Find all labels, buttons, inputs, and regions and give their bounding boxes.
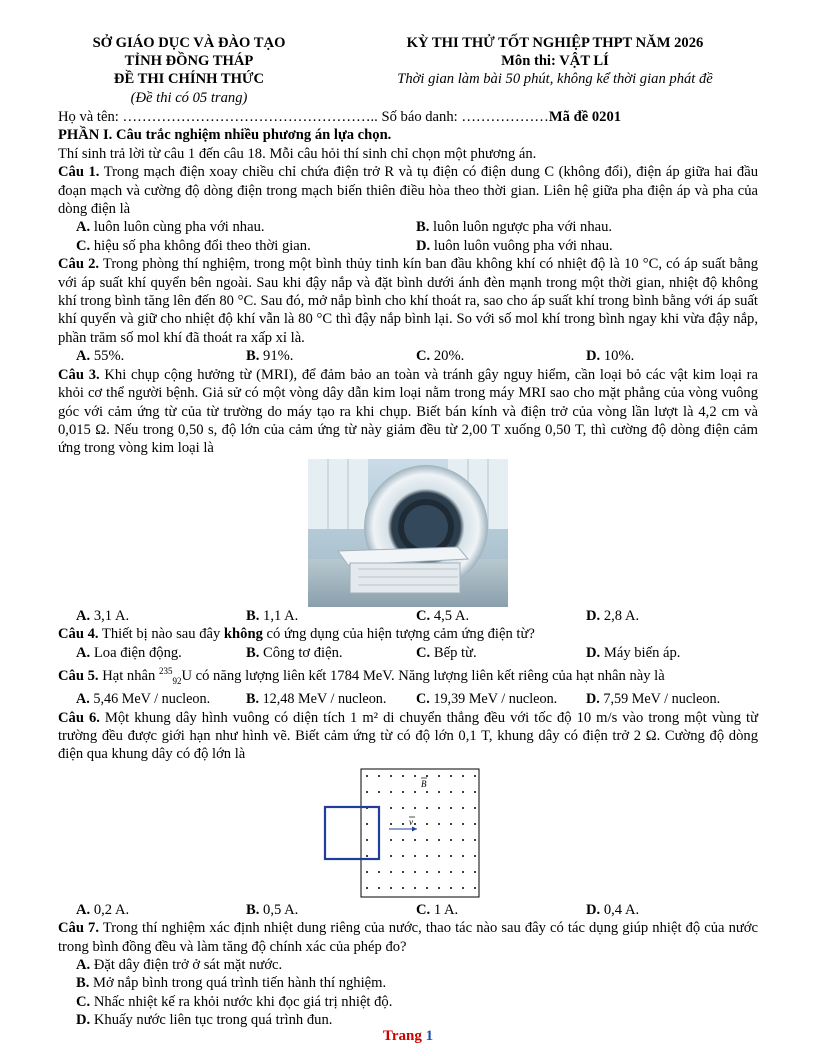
atomic-number: 92 bbox=[172, 675, 182, 686]
question-3 bbox=[58, 366, 758, 458]
field-dot bbox=[474, 855, 476, 857]
field-label: B bbox=[421, 778, 427, 789]
header-subject: Môn thi: VẬT LÍ bbox=[501, 53, 609, 69]
q5-option-d: D. 7,59 MeV / nucleon. bbox=[586, 691, 721, 708]
field-dot bbox=[366, 855, 368, 857]
field-dot bbox=[390, 807, 392, 809]
field-dot bbox=[450, 775, 452, 777]
q6-option-c: C. 1 A. bbox=[416, 901, 459, 918]
field-dot bbox=[450, 839, 452, 841]
question-4 bbox=[58, 625, 758, 643]
field-dot bbox=[414, 791, 416, 793]
field-dot bbox=[438, 855, 440, 857]
field-dot bbox=[402, 887, 404, 889]
q5-option-b: B. 12,48 MeV / nucleon. bbox=[246, 691, 387, 708]
field-dot bbox=[378, 871, 380, 873]
field-dot bbox=[462, 871, 464, 873]
q5-options bbox=[58, 690, 758, 708]
wire-frame bbox=[325, 807, 379, 859]
field-dot bbox=[474, 871, 476, 873]
field-dot bbox=[414, 839, 416, 841]
mass-number: 235 bbox=[158, 665, 173, 676]
page-footer bbox=[0, 1028, 816, 1045]
field-dot bbox=[414, 855, 416, 857]
question-text: có ứng dụng của hiện tượng cảm ứng điện từ? bbox=[262, 626, 535, 643]
field-dot bbox=[378, 791, 380, 793]
question-5 bbox=[58, 662, 758, 690]
field-dot bbox=[438, 791, 440, 793]
question-label: Câu 2. bbox=[58, 256, 100, 273]
field-dot bbox=[414, 807, 416, 809]
field-dot bbox=[426, 791, 428, 793]
field-dot bbox=[390, 775, 392, 777]
q7-option-a: A. Đặt dây điện trở ở sát mặt nước. bbox=[76, 956, 283, 973]
candidate-line bbox=[58, 108, 758, 126]
magnetic-field-figure bbox=[58, 767, 758, 901]
field-dot bbox=[390, 791, 392, 793]
field-dot bbox=[402, 871, 404, 873]
part1-title: PHẦN I. Câu trắc nghiệm nhiều phương án lựa chọn. bbox=[58, 127, 392, 144]
velocity-label: v bbox=[409, 816, 413, 827]
field-dot bbox=[438, 807, 440, 809]
field-dot bbox=[390, 887, 392, 889]
header-page-count: (Đề thi có 05 trang) bbox=[130, 90, 248, 106]
q4-option-a: A. Loa điện động. bbox=[76, 644, 182, 661]
field-dot bbox=[474, 791, 476, 793]
question-2 bbox=[58, 255, 758, 347]
q5-option-a: A. 5,46 MeV / nucleon. bbox=[76, 691, 211, 708]
q3-option-b: B. 1,1 A. bbox=[246, 607, 299, 624]
field-dot bbox=[426, 855, 428, 857]
question-label: Câu 4. bbox=[58, 626, 99, 643]
field-dot bbox=[414, 775, 416, 777]
q3-options bbox=[58, 607, 758, 625]
q2-option-a: A. 55%. bbox=[76, 348, 125, 365]
field-dot bbox=[438, 871, 440, 873]
field-dot bbox=[426, 839, 428, 841]
q6-option-d: D. 0,4 A. bbox=[586, 901, 640, 918]
question-text: Trong phòng thí nghiệm, trong một bình thủy tinh kín ban đầu không khí có nhiệt độ là 10 °C, có áp suất bằng với áp suất khí quyển bên ngoài. Sau khi đậy nắp và đặt bình dưới ánh đèn mạnh trong một thời gian, nhiệt độ không khí trong bình tăng lên đến 80 °C. Sau đó, mở nắp bình cho khí thoát ra, sao cho áp suất khí trong bình bằng với áp suất khí quyển và giữ cho nhiệt độ khí vẫn là 80 °C thì đậy nắp bình lại. So với số mol khí trong bình ngay khi vừa đậy nắp, phần trăm số mol khí đã thoát ra xấp xỉ là. bbox=[58, 256, 759, 346]
q6-options bbox=[58, 901, 758, 919]
q2-option-b: B. 91%. bbox=[246, 348, 294, 365]
header-province: TỈNH ĐỒNG THÁP bbox=[124, 53, 254, 69]
field-dot bbox=[450, 807, 452, 809]
field-dot bbox=[462, 791, 464, 793]
field-dot bbox=[426, 871, 428, 873]
candidate-name: Họ và tên: …………………………………………….. Số báo danh: ……………… bbox=[58, 109, 549, 125]
q1-option-d: D. luôn luôn vuông pha với nhau. bbox=[416, 237, 613, 254]
part1-instruction: Thí sinh trả lời từ câu 1 đến câu 18. Mỗi câu hỏi thí sinh chỉ chọn một phương án. bbox=[58, 145, 537, 162]
q5-option-c: C. 19,39 MeV / nucleon. bbox=[416, 691, 558, 708]
field-dots bbox=[366, 775, 476, 889]
q3-option-d: D. 2,8 A. bbox=[586, 607, 640, 624]
q2-options bbox=[58, 347, 758, 365]
mri-figure bbox=[58, 459, 758, 607]
field-dot bbox=[438, 839, 440, 841]
q1-options-row1 bbox=[58, 218, 758, 236]
q1-option-b: B. luôn luôn ngược pha với nhau. bbox=[416, 219, 613, 236]
q2-option-c: C. 20%. bbox=[416, 348, 465, 365]
field-dot bbox=[414, 887, 416, 889]
header-dept: SỞ GIÁO DỤC VÀ ĐÀO TẠO bbox=[92, 35, 286, 51]
question-text: Khi chụp cộng hưởng từ (MRI), để đảm bảo an toàn và tránh gây nguy hiểm, cần loại bỏ các vật kim loại ra khỏi cơ thể người bệnh. Giả sử có một vòng dây dẫn kim loại nằm trong máy MRI sao cho mặt phẳng của vòng vuông góc với cảm ứng từ của từ trường do máy tạo ra khi chụp. Biết bán kính và điện trở của vòng lần lượt là 4,2 cm và 0,015 Ω. Nếu trong 0,50 s, độ lớn của cảm ứng từ này giảm đều từ 2,00 T xuống 0,50 T, thì cường độ dòng điện cảm ứng trong vòng kim loại là bbox=[58, 366, 758, 457]
q4-options bbox=[58, 644, 758, 662]
q4-option-b: B. Công tơ điện. bbox=[246, 644, 343, 661]
q2-option-d: D. 10%. bbox=[586, 348, 635, 365]
field-dot bbox=[366, 871, 368, 873]
field-dot bbox=[474, 807, 476, 809]
field-dot bbox=[438, 887, 440, 889]
field-dot bbox=[414, 871, 416, 873]
q6-option-a: A. 0,2 A. bbox=[76, 901, 130, 918]
exam-header bbox=[58, 34, 758, 108]
header-exam-title: KỲ THI THỬ TỐT NGHIỆP THPT NĂM 2026 bbox=[406, 35, 704, 51]
question-7 bbox=[58, 919, 758, 956]
field-dot bbox=[426, 823, 428, 825]
question-label: Câu 7. bbox=[58, 920, 99, 937]
q1-options-row2 bbox=[58, 237, 758, 255]
q7-option-d: D. Khuấy nước liên tục trong quá trình đun. bbox=[76, 1012, 333, 1029]
field-dot bbox=[426, 807, 428, 809]
field-dot bbox=[402, 775, 404, 777]
field-dot bbox=[474, 887, 476, 889]
q4-option-d: D. Máy biến áp. bbox=[586, 644, 681, 661]
field-dot bbox=[366, 775, 368, 777]
field-dot bbox=[450, 871, 452, 873]
field-diagram bbox=[323, 767, 493, 901]
question-1 bbox=[58, 163, 758, 218]
field-dot bbox=[378, 775, 380, 777]
question-text: Một khung dây hình vuông có diện tích 1 m² di chuyển thẳng đều với tốc độ 10 m/s vào trong một vùng từ trường đều được giới hạn như hình vẽ. Biết cảm ứng từ có độ lớn 0,1 T, khung dây có điện trở 2 Ω. Cường độ dòng điện qua khung dây có độ lớn là bbox=[58, 709, 758, 763]
field-dot bbox=[450, 855, 452, 857]
question-label: Câu 5. bbox=[58, 667, 99, 684]
exam-code: Mã đề 0201 bbox=[548, 109, 622, 125]
field-dot bbox=[402, 807, 404, 809]
q1-option-c: C. hiệu số pha không đổi theo thời gian. bbox=[76, 237, 311, 254]
field-dot bbox=[462, 823, 464, 825]
field-dot bbox=[450, 791, 452, 793]
q7-option-b: B. Mở nắp bình trong quá trình tiến hành thí nghiệm. bbox=[76, 975, 387, 992]
field-dot bbox=[366, 791, 368, 793]
question-label: Câu 3. bbox=[58, 366, 100, 383]
question-text: Thiết bị nào sau đây bbox=[98, 626, 224, 643]
field-dot bbox=[366, 839, 368, 841]
field-dot bbox=[366, 887, 368, 889]
field-dot bbox=[474, 775, 476, 777]
header-time: Thời gian làm bài 50 phút, không kể thời gian phát đề bbox=[397, 71, 713, 87]
field-dot bbox=[402, 791, 404, 793]
mri-machine-image bbox=[308, 459, 508, 607]
q6-option-b: B. 0,5 A. bbox=[246, 901, 299, 918]
question-text: Trong mạch điện xoay chiều chỉ chứa điện trở R và tụ điện có điện dung C (không đổi), điện áp giữa hai đầu đoạn mạch và cường độ dòng điện trong mạch biến thiên điều hòa theo thời gian. Liên hệ giữa pha điện áp và pha của dòng điện là bbox=[58, 164, 759, 218]
field-dot bbox=[366, 823, 368, 825]
question-6 bbox=[58, 709, 758, 764]
question-label: Câu 6. bbox=[58, 709, 100, 726]
field-dot bbox=[450, 823, 452, 825]
field-dot bbox=[378, 887, 380, 889]
field-dot bbox=[462, 839, 464, 841]
exam-page bbox=[58, 34, 758, 1030]
q4-option-c: C. Bếp từ. bbox=[416, 644, 477, 661]
field-dot bbox=[474, 823, 476, 825]
q3-option-a: A. 3,1 A. bbox=[76, 607, 130, 624]
question-emphasis: không bbox=[223, 626, 263, 643]
field-dot bbox=[450, 887, 452, 889]
field-dot bbox=[438, 823, 440, 825]
q1-option-a: A. luôn luôn cùng pha với nhau. bbox=[76, 219, 265, 236]
q7-option-c: C. Nhấc nhiệt kế ra khỏi nước khi đọc giá trị nhiệt độ. bbox=[76, 993, 393, 1010]
footer-page-number: 1 bbox=[425, 1028, 434, 1044]
field-dot bbox=[402, 839, 404, 841]
field-dot bbox=[462, 855, 464, 857]
field-dot bbox=[474, 839, 476, 841]
question-text: Trong thí nghiệm xác định nhiệt dung riêng của nước, thao tác nào sau đây có tác dụng giúp nhiệt độ của nước trong bình đồng đều và làm tăng độ chính xác của phép đo? bbox=[58, 920, 759, 955]
field-dot bbox=[402, 855, 404, 857]
field-dot bbox=[390, 871, 392, 873]
field-dot bbox=[462, 775, 464, 777]
field-dot bbox=[462, 807, 464, 809]
question-label: Câu 1. bbox=[58, 164, 100, 181]
field-dot bbox=[426, 775, 428, 777]
field-dot bbox=[390, 839, 392, 841]
field-dot bbox=[438, 775, 440, 777]
field-dot bbox=[390, 855, 392, 857]
field-dot bbox=[426, 887, 428, 889]
footer-page-word: Trang bbox=[382, 1028, 422, 1044]
field-dot bbox=[462, 887, 464, 889]
field-dot bbox=[402, 823, 404, 825]
field-dot bbox=[414, 823, 416, 825]
question-text: Hạt nhân bbox=[98, 667, 159, 684]
header-official: ĐỀ THI CHÍNH THỨC bbox=[113, 71, 265, 87]
q3-option-c: C. 4,5 A. bbox=[416, 607, 470, 624]
question-text: U có năng lượng liên kết 1784 MeV. Năng lượng liên kết riêng của hạt nhân này là bbox=[181, 667, 665, 684]
field-dot bbox=[390, 823, 392, 825]
